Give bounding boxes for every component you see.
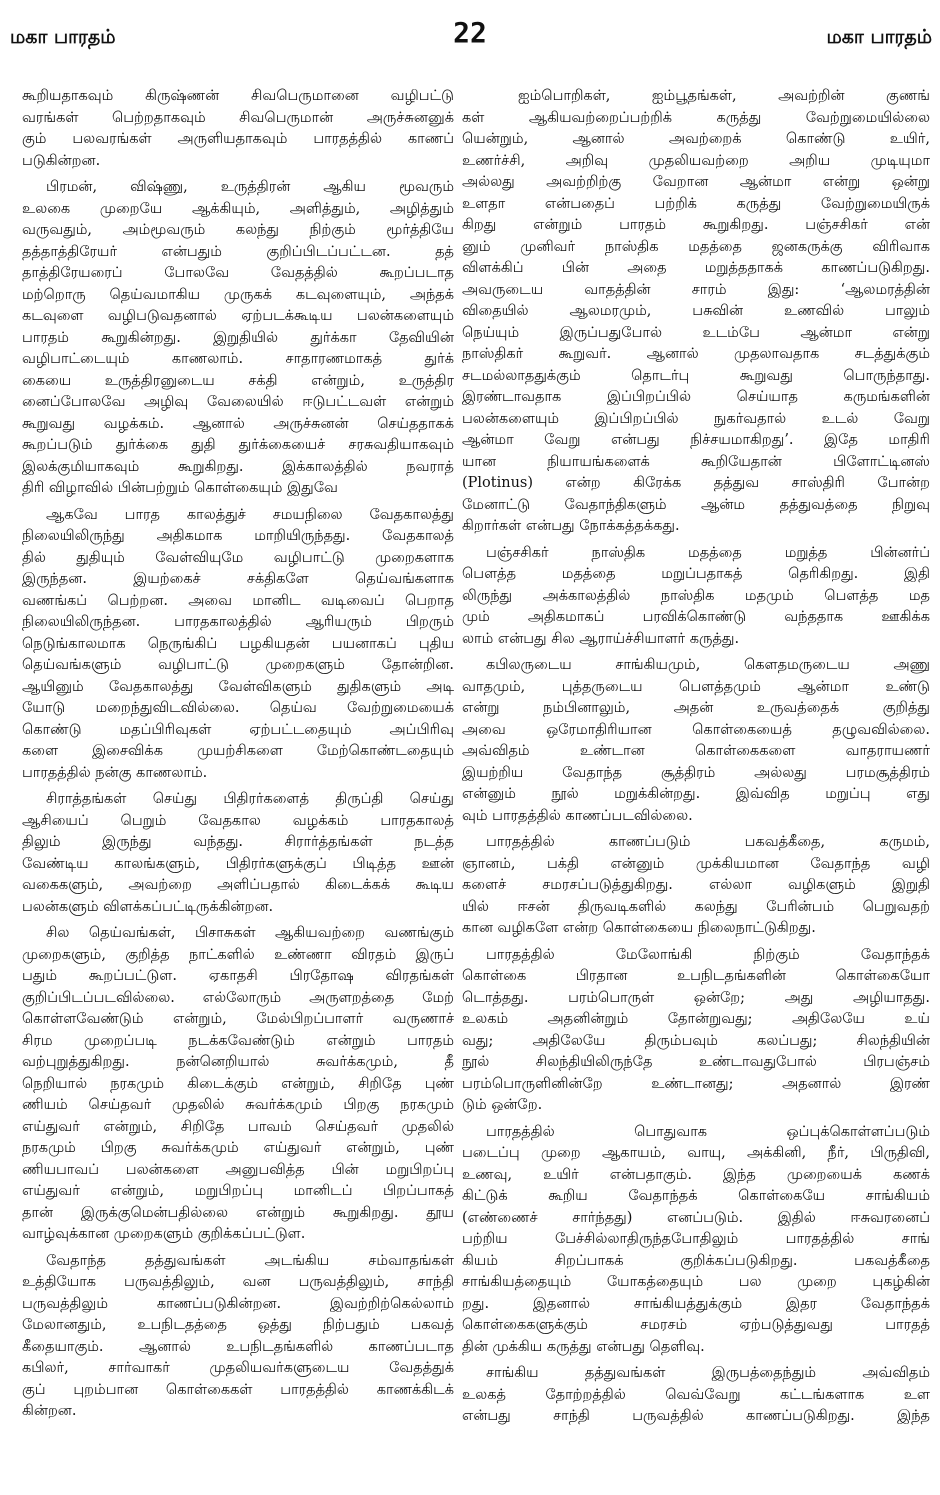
running-title-right: மகா பாரதம் (826, 26, 932, 48)
text-line: கான வழிகளே என்ற கொள்கையை நிலைநாட்டுகிறது. (462, 920, 816, 936)
text-line: என்பது சாந்தி பருவத்தில் காணப்படுகிறது. இந்த (462, 1408, 930, 1424)
paragraph (22, 86, 454, 172)
text-line: ஆயினும் வேதகாலத்து வேள்விகளும் துதிகளும் அடி (22, 678, 454, 695)
text-line: விதையில் ஆலமரமும், பசுவின் உணவில் பாலும் (462, 303, 930, 319)
text-line: என்னும் நூல் மறுக்கின்றது. இவ்வித மறுப்பு எது (462, 786, 930, 802)
text-line: உணவு, உயிர் என்பதாகும். இந்த முறையைக் கணக் (462, 1166, 930, 1183)
paragraph (22, 1251, 454, 1423)
text-line: மும் அதிகமாகப் பரவிக்கொண்டு வந்ததாக ஊகிக்க (462, 609, 930, 625)
text-line: கொள்ளவேண்டும் என்றும், மேல்பிறப்பாளர் வருணாச் (22, 1011, 454, 1027)
text-line: பதும் கூறப்பட்டுள. ஏகாதசி பிரதோஷ விரதங்கள் (22, 968, 454, 984)
text-line: பலன்களும் விளக்கப்பட்டிருக்கின்றன. (22, 898, 274, 915)
text-line: கின்றன. (22, 1403, 77, 1419)
text-line: படைப்பு முறை ஆகாயம், வாயு, அக்கினி, நீர், பிருதிவி, (462, 1145, 930, 1161)
text-line: அவருடைய வாதத்தின் சாரம் இது: ‘ஆலமரத்தின் (462, 281, 930, 298)
page-number: 22 (453, 16, 487, 49)
text-line: எய்துவர் என்றும், சிறிதே பாவம் செய்தவர் முதலில் (22, 1118, 454, 1135)
paragraph (462, 1122, 930, 1359)
text-line: கும் பலவரங்கள் அருளியதாகவும் பாரதத்தில் காணப் (22, 131, 454, 147)
text-line: நரகமும் பிறகு சுவர்க்கமும் எய்துவர் என்றும், புண் (22, 1140, 454, 1156)
text-line: வற்புறுத்துகிறது. நன்னெறியால் சுவர்க்கமும், தீ (22, 1054, 454, 1070)
text-line: பாரதம் கூறுகின்றது. இறுதியில் துர்க்கா தேவியின் (22, 329, 454, 346)
text-line: வகைகளும், அவற்றை அளிப்பதால் கிடைக்கக் கூடிய (22, 877, 454, 893)
text-line: ஆகவே பாரத காலத்துச் சமயநிலை வேதகாலத்து (46, 506, 454, 523)
text-line: வேண்டிய காலங்களும், பிதிரர்களுக்குப் பிடித்த ஊன் (22, 855, 454, 872)
text-line: சிரம முறைப்படி நடக்கவேண்டும் என்றும் பாரதம் (22, 1032, 454, 1049)
text-line: தில் துதியும் வேள்வியுமே வழிபாட்டு முறைகளாக (22, 549, 454, 566)
paragraph (22, 177, 454, 500)
text-line: வரங்கள் பெற்றதாகவும் சிவபெருமான் அருச்சுனனுக் (22, 109, 454, 126)
text-line: யென்றும், ஆனால் அவற்றைக் கொண்டு உயிர், (462, 131, 930, 147)
text-line: வும் பாரதத்தில் காணப்படவில்லை. (462, 807, 693, 824)
text-line: ணியபாவப் பலன்களை அனுபவித்த பின் மறுபிறப்பு (22, 1161, 454, 1178)
text-line: இலக்குமியாகவும் கூறுகிறது. இக்காலத்தில் நவராத் (22, 458, 454, 475)
paragraph (22, 789, 454, 918)
paragraph (462, 1363, 930, 1428)
text-line: பருவத்திலும் காணப்படுகின்றன. இவற்றிற்கெல்லாம் (22, 1295, 454, 1312)
text-line: ஞானம், பக்தி என்னும் முக்கியமான வேதாந்த வழி (462, 855, 930, 872)
text-line: ஆன்மா வேறு என்பது நிச்சயமாகிறது’. இதே மாதிரி (462, 432, 930, 448)
text-line: சடமல்லாததுக்கும் தொடர்பு கூறுவது பொருந்தாது. (462, 367, 930, 384)
text-line: லிருந்து அக்காலத்தில் நாஸ்திக மதமும் பௌத்த மத (462, 587, 930, 604)
text-line: தின் முக்கிய கருத்து என்பது தெளிவு. (462, 1338, 705, 1355)
text-line: வாதமும், புத்தருடைய பௌத்தமும் ஆன்மா உண்டு (462, 678, 930, 695)
text-line: யில் ஈசன் திருவடிகளில் கலந்து பேரின்பம் பெறுவதற் (462, 898, 930, 915)
text-line: நெடுங்காலமாக நெருங்கிப் பழகியதன் பயனாகப் புதிய (22, 635, 454, 652)
text-line: கடவுளை வழிபடுவதனால் ஏற்படக்கூடிய பலன்களையும் (22, 308, 454, 324)
text-line: பரம்பொருளினின்றே உண்டானது; அதனால் இரண் (462, 1075, 930, 1092)
text-line: கிறது என்றும் பாரதம் கூறுகிறது. பஞ்சசிகர் என் (462, 217, 930, 233)
text-line: ணியம் செய்தவர் முதலில் சுவர்க்கமும் பிறகு நரகமும் (22, 1097, 454, 1113)
text-line: ஆசியைப் பெறும் வேதகால வழக்கம் பாரதகாலத் (22, 812, 454, 829)
text-line: என்று நம்பினாலும், அதன் உருவத்தைக் குறித்து (462, 700, 930, 716)
text-line: எய்துவர் என்றும், மறுபிறப்பு மானிடப் பிறப்பாகத் (22, 1183, 454, 1199)
text-line: விளக்கிப் பின் அதை மறுத்ததாகக் காணப்படுகிறது. (462, 260, 930, 276)
text-line: வழிபாட்டையும் காணலாம். சாதாரணமாகத் துர்க் (22, 351, 454, 367)
text-line: கிறார்கள் என்பது நோக்கத்தக்கது. (462, 518, 680, 534)
left-column (22, 86, 454, 1436)
paragraph (462, 832, 930, 940)
text-line: ஐம்பொறிகள், ஐம்பூதங்கள், அவற்றின் குணங் (518, 88, 930, 104)
text-line: நூல் சிலந்தியிலிருந்தே உண்டாவதுபோல் பிரபஞ்சம் (462, 1054, 930, 1070)
text-line: நெறியால் நரகமும் கிடைக்கும் என்றும், சிறிதே புண் (22, 1075, 454, 1092)
text-line: (Plotinus) என்ற கிரேக்க தத்துவ சாஸ்திரி போன்ற (462, 475, 930, 491)
text-line: கள் ஆகியவற்றைப்பற்றிக் கருத்து வேற்றுமையில்லை (462, 109, 930, 126)
text-line: தெய்வங்களும் வழிபாட்டு முறைகளும் தோன்றின. (22, 657, 454, 673)
text-line: தான் இருக்குமென்பதில்லை என்றும் கூறுகிறது. தூய (22, 1204, 454, 1221)
text-line: கூறுவது வழக்கம். ஆனால் அருச்சுனன் செய்ததாகக் (22, 415, 454, 432)
text-line: நெய்யும் இருப்பதுபோல் உடம்பே ஆன்மா என்று (462, 324, 930, 341)
text-line: கூறியதாகவும் கிருஷ்ணன் சிவபெருமானை வழிபட்டு (22, 88, 454, 104)
text-line: பிரமன், விஷ்ணு, உருத்திரன் ஆகிய மூவரும் (46, 179, 454, 195)
text-line: நாஸ்திகர் கூறுவர். ஆனால் முதலாவதாக சடத்துக்கும் (462, 346, 930, 362)
text-line: கபிலருடைய சாங்கியமும், கௌதமருடைய அணு (486, 657, 930, 673)
text-line: உலகம் அதனின்றும் தோன்றுவது; அதிலேயே உய் (462, 1011, 930, 1027)
text-line: லாம் என்பது சில ஆராய்ச்சியாளர் கருத்து. (462, 630, 740, 647)
text-line: கொண்டு மதப்பிரிவுகள் ஏற்பட்டதையும் அப்பிரிவு (22, 721, 454, 738)
text-line: உத்தியோக பருவத்திலும், வன பருவத்திலும், சாந்தி (22, 1274, 454, 1290)
paragraph (462, 655, 930, 827)
text-line: அவ்விதம் உண்டான கொள்கைகளை வாதராயணர் (462, 743, 930, 759)
text-line: பாரதத்தில் மேலோங்கி நிற்கும் வேதாந்தக் (486, 946, 930, 963)
text-line: நிலையிலிருந்தன. பாரதகாலத்தில் ஆரியரும் பிறரும் (22, 614, 454, 630)
text-line: பலன்களையும் இப்பிறப்பில் நுகர்வதால் உடல் வேறு (462, 410, 930, 427)
running-title-left: மகா பாரதம் (10, 26, 116, 48)
text-line: னைப்போலவே அழிவு வேலையில் ஈடுபட்டவள் என்றும் (22, 394, 454, 410)
text-line: கொள்கைகளுக்கும் சமரசம் ஏற்படுத்துவது பாரதத் (462, 1317, 930, 1333)
text-line: கூறப்படும் துர்க்கை துதி துர்க்கையைச் சரசுவதியாகவும் (22, 437, 454, 453)
text-line: தாத்திரேயரைப் போலவே வேதத்தில் கூறப்படாத (22, 265, 454, 281)
text-line: பாரதத்தில் காணப்படும் பகவத்கீதை, கருமம், (486, 834, 930, 850)
text-line: (எண்ணைச் சார்ந்தது) எனப்படும். இதில் ஈசுவரனைப் (462, 1209, 930, 1226)
text-line: றது. இதனால் சாங்கியத்துக்கும் இதர வேதாந்தக் (462, 1295, 930, 1312)
text-line: கியம் சிறப்பாகக் குறிக்கப்படுகிறது. பகவத்கீதை (462, 1252, 930, 1269)
text-line: வருவதும், அம்மூவரும் கலந்து நிற்கும் மூர்த்தியே (22, 222, 454, 238)
text-line: குறிப்பிடப்படவில்லை. எல்லோரும் அருளறத்தை மேற் (22, 989, 454, 1006)
text-line: பாரதத்தில் பொதுவாக ஒப்புக்கொள்ளப்படும் (486, 1123, 930, 1140)
text-line: கபிலர், சார்வாகர் முதலியவர்களுடைய வேதத்துக் (22, 1360, 454, 1376)
text-line: னும் முனிவர் நாஸ்திக மதத்தை ஜனகருக்கு விரிவாக (462, 238, 930, 255)
paragraph (22, 923, 454, 1246)
text-line: உலகை முறையே ஆக்கியும், அளித்தும், அழித்தும் (22, 200, 454, 217)
paragraph (462, 543, 930, 651)
text-line: சிராத்தங்கள் செய்து பிதிரர்களைத் திருப்தி செய்து (46, 791, 454, 807)
text-line: சாங்கிய தத்துவங்கள் இருபத்தைந்தும் அவ்விதம் (486, 1365, 930, 1381)
text-line: யான நியாயங்களைக் கூறியேதான் பிளோட்டினஸ் (462, 453, 930, 470)
text-line: உளதா என்பதைப் பற்றிக் கருத்து வேற்றுமையிருக் (462, 195, 930, 212)
text-line: முறைகளும், குறித்த நாட்களில் உண்ணா விரதம் இருப் (22, 946, 454, 963)
text-line: படுகின்றன. (22, 152, 101, 169)
text-line: இயற்றிய வேதாந்த சூத்திரம் அல்லது பரமசூத்திரம் (462, 764, 930, 781)
text-line: கீதையாகும். ஆனால் உபநிடதங்களில் காணப்படாத (22, 1338, 454, 1355)
text-line: சாங்கியத்தையும் யோகத்தையும் பல முறை புகழ்கின் (462, 1274, 930, 1290)
text-line: மேனாட்டு வேதாந்திகளும் ஆன்ம தத்துவத்தை நிறுவு (462, 496, 930, 513)
text-line: டொத்தது. பரம்பொருள் ஒன்றே; அது அழியாதது. (462, 989, 930, 1006)
text-line: மேலானதும், உபநிடதத்தை ஒத்து நிற்பதும் பகவத் (22, 1317, 454, 1333)
text-line: திலும் இருந்து வந்தது. சிரார்த்தங்கள் நடத்த (22, 834, 454, 850)
text-line: கொள்கை பிரதான உபநிடதங்களின் கொள்கையோ (462, 968, 930, 984)
text-line: களை இசைவிக்க முயற்சிகளை மேற்கொண்டதையும் (22, 743, 454, 759)
text-line: இரண்டாவதாக இப்பிறப்பில் செய்யாத கருமங்களின் (462, 389, 930, 405)
text-line: உலகத் தோற்றத்தில் வெவ்வேறு கட்டங்களாக உள (462, 1386, 930, 1403)
text-line: களைச் சமரசப்படுத்துகிறது. எல்லா வழிகளும் இறுதி (462, 877, 930, 893)
text-line: உணர்ச்சி, அறிவு முதலியவற்றை அறிய முடியுமா (462, 152, 930, 169)
text-line: பஞ்சசிகர் நாஸ்திக மதத்தை மறுத்த பின்னர்ப் (486, 544, 930, 561)
text-line: கையை உருத்திரனுடைய சக்தி என்றும், உருத்திர (22, 372, 454, 389)
text-line: குப் புறம்பான கொள்கைகள் பாரதத்தில் காணக்கிடக் (22, 1381, 454, 1398)
text-line: திரி விழாவில் பின்பற்றும் கொள்கையும் இதுவே (22, 480, 338, 496)
text-line: மற்றொரு தெய்வமாகிய முருகக் கடவுளையும், அந்தக் (22, 286, 454, 303)
paragraph (22, 505, 454, 785)
paragraph (462, 86, 930, 538)
text-line: வது; அதிலேயே திரும்பவும் கலப்பது; சிலந்தியின் (462, 1032, 930, 1049)
text-line: நிலையிலிருந்து அதிகமாக மாறியிருந்தது. வேதகாலத் (22, 528, 454, 544)
text-line: பற்றிய பேச்சில்லாதிருந்தபோதிலும் பாரதத்தில் சாங் (462, 1231, 930, 1247)
text-line: கிட்டுக் கூறிய வேதாந்தக் கொள்கையே சாங்கியம் (462, 1188, 930, 1204)
text-line: வாழ்வுக்கான முறைகளும் குறிக்கப்பட்டுள. (22, 1226, 306, 1242)
paragraph (462, 945, 930, 1117)
text-line: அல்லது அவற்றிற்கு வேறான ஆன்மா என்று ஒன்று (462, 174, 930, 190)
text-line: அவை ஒரேமாதிரியான கொள்கையைத் தழுவவில்லை. (462, 721, 930, 738)
text-line: தத்தாத்திரேயர் என்பதும் குறிப்பிடப்பட்டன. தத் (22, 243, 454, 260)
text-line: இருந்தன. இயற்கைச் சக்திகளே தெய்வங்களாக (22, 571, 454, 587)
text-line: டும் ஒன்றே. (462, 1097, 543, 1113)
text-line: வணங்கப் பெற்றன. அவை மானிட வடிவைப் பெறாத (22, 592, 454, 609)
text-line: யோடு மறைந்துவிடவில்லை. தெய்வ வேற்றுமையைக் (22, 700, 454, 716)
text-line: பாரதத்தில் நன்கு காணலாம். (22, 764, 208, 781)
text-line: வேதாந்த தத்துவங்கள் அடங்கிய சம்வாதங்கள் (46, 1252, 454, 1269)
text-line: சில தெய்வங்கள், பிசாசுகள் ஆகியவற்றை வணங்கும் (46, 925, 454, 941)
right-column (462, 86, 930, 1436)
text-line: பௌத்த மதத்தை மறுப்பதாகத் தெரிகிறது. இதி (462, 566, 930, 582)
